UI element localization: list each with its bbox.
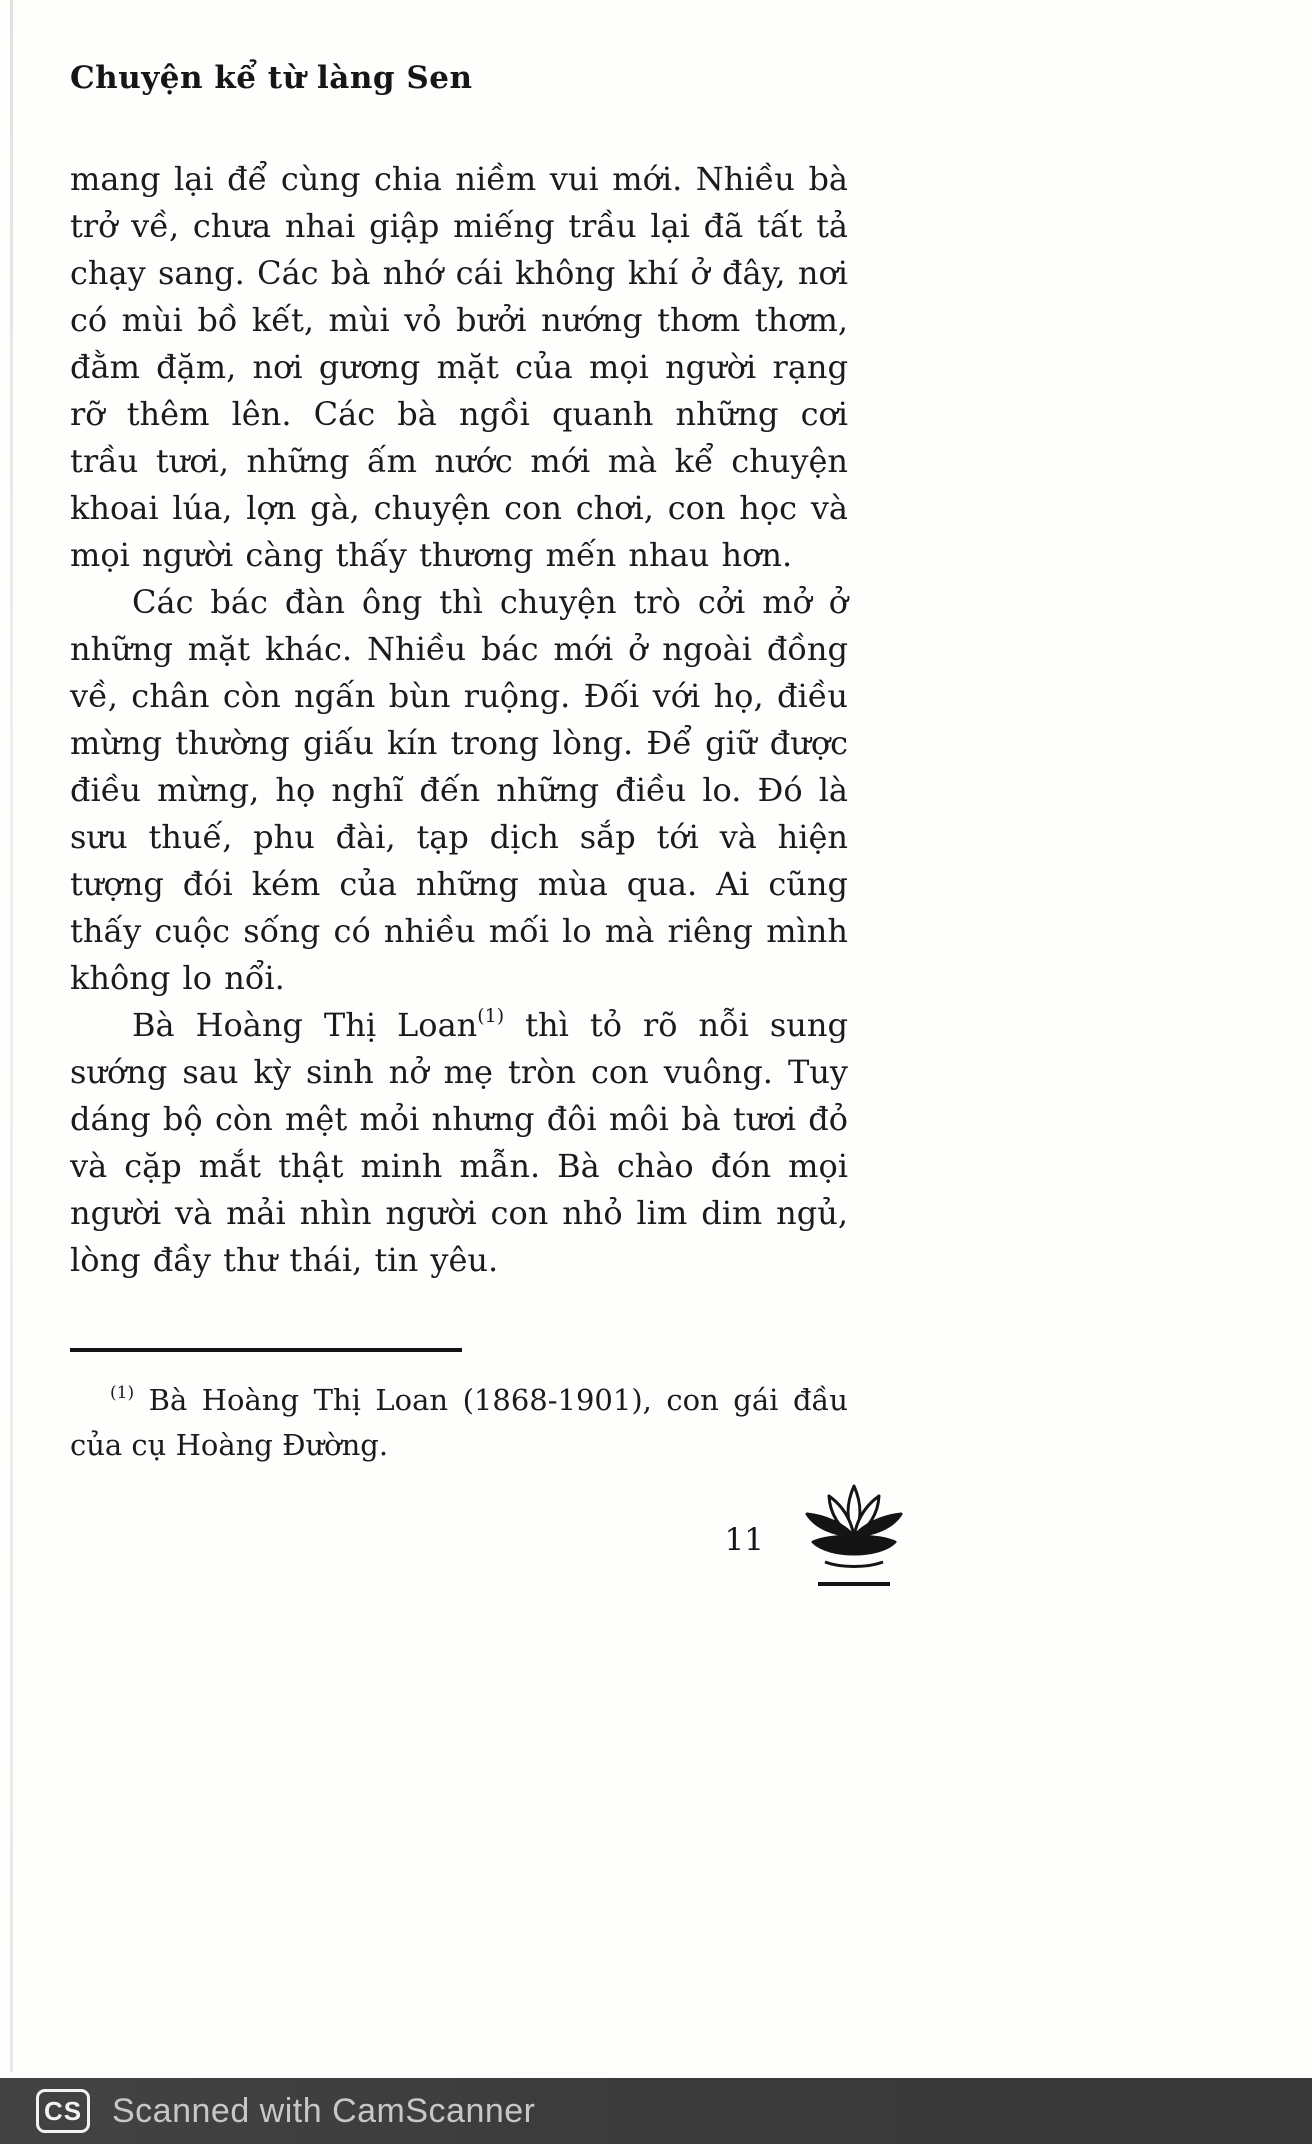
running-header-book-title: Chuyện kể từ làng Sen — [70, 60, 473, 96]
paragraph-text: Bà Hoàng Thị Loan — [132, 1006, 478, 1044]
lotus-underline-rule — [818, 1582, 890, 1586]
footnote-reference-marker: (1) — [477, 1005, 505, 1027]
paragraph-text: thì tỏ rõ nỗi sung sướng sau kỳ sinh nở mẹ tròn con vuông. Tuy dáng bộ còn mệt mỏi nhưng đôi môi bà tươi đỏ và cặp mắt thật minh mẫn. Bà chào đón mọi người và mải nhìn người con nhỏ lim dim ngủ, lòng đầy thư thái, tin yêu. — [70, 1006, 849, 1279]
scan-edge-shadow — [10, 0, 13, 2072]
page-number: 11 — [724, 1522, 764, 1558]
page-content — [70, 60, 848, 1586]
footnote-marker: (1) — [110, 1383, 135, 1403]
lotus-ornament — [798, 1482, 910, 1586]
body-paragraph-3 — [70, 1002, 848, 1284]
footnote-text: Bà Hoàng Thị Loan (1868-1901), con gái đầu của cụ Hoàng Đường. — [70, 1383, 848, 1462]
camscanner-watermark-text: Scanned with CamScanner — [112, 2091, 536, 2130]
footnote — [70, 1378, 848, 1468]
lotus-icon — [799, 1482, 909, 1578]
footnote-divider-rule — [70, 1348, 462, 1352]
page-footer-row — [70, 1482, 910, 1586]
body-paragraph-2: Các bác đàn ông thì chuyện trò cởi mở ở những mặt khác. Nhiều bác mới ở ngoài đồng về, chân còn ngấn bùn ruộng. Đối với họ, điều mừng thường giấu kín trong lòng. Để giữ được điều mừng, họ nghĩ đến những điều lo. Đó là sưu thuế, phu đài, tạp dịch sắp tới và hiện tượng đói kém của những mùa qua. Ai cũng thấy cuộc sống có nhiều mối lo mà riêng mình không lo nổi. — [70, 583, 848, 997]
body-paragraph-1: mang lại để cùng chia niềm vui mới. Nhiều bà trở về, chưa nhai giập miếng trầu lại đã tất tả chạy sang. Các bà nhớ cái không khí ở đây, nơi có mùi bồ kết, mùi vỏ bưởi nướng thơm thơm, đằm đặm, nơi gương mặt của mọi người rạng rỡ thêm lên. Các bà ngồi quanh những cơi trầu tươi, những ấm nước mới mà kể chuyện khoai lúa, lợn gà, chuyện con chơi, con học và mọi người càng thấy thương mến nhau hơn. — [70, 160, 848, 574]
camscanner-logo-icon: CS — [36, 2089, 90, 2133]
camscanner-watermark-bar — [0, 2078, 1312, 2144]
